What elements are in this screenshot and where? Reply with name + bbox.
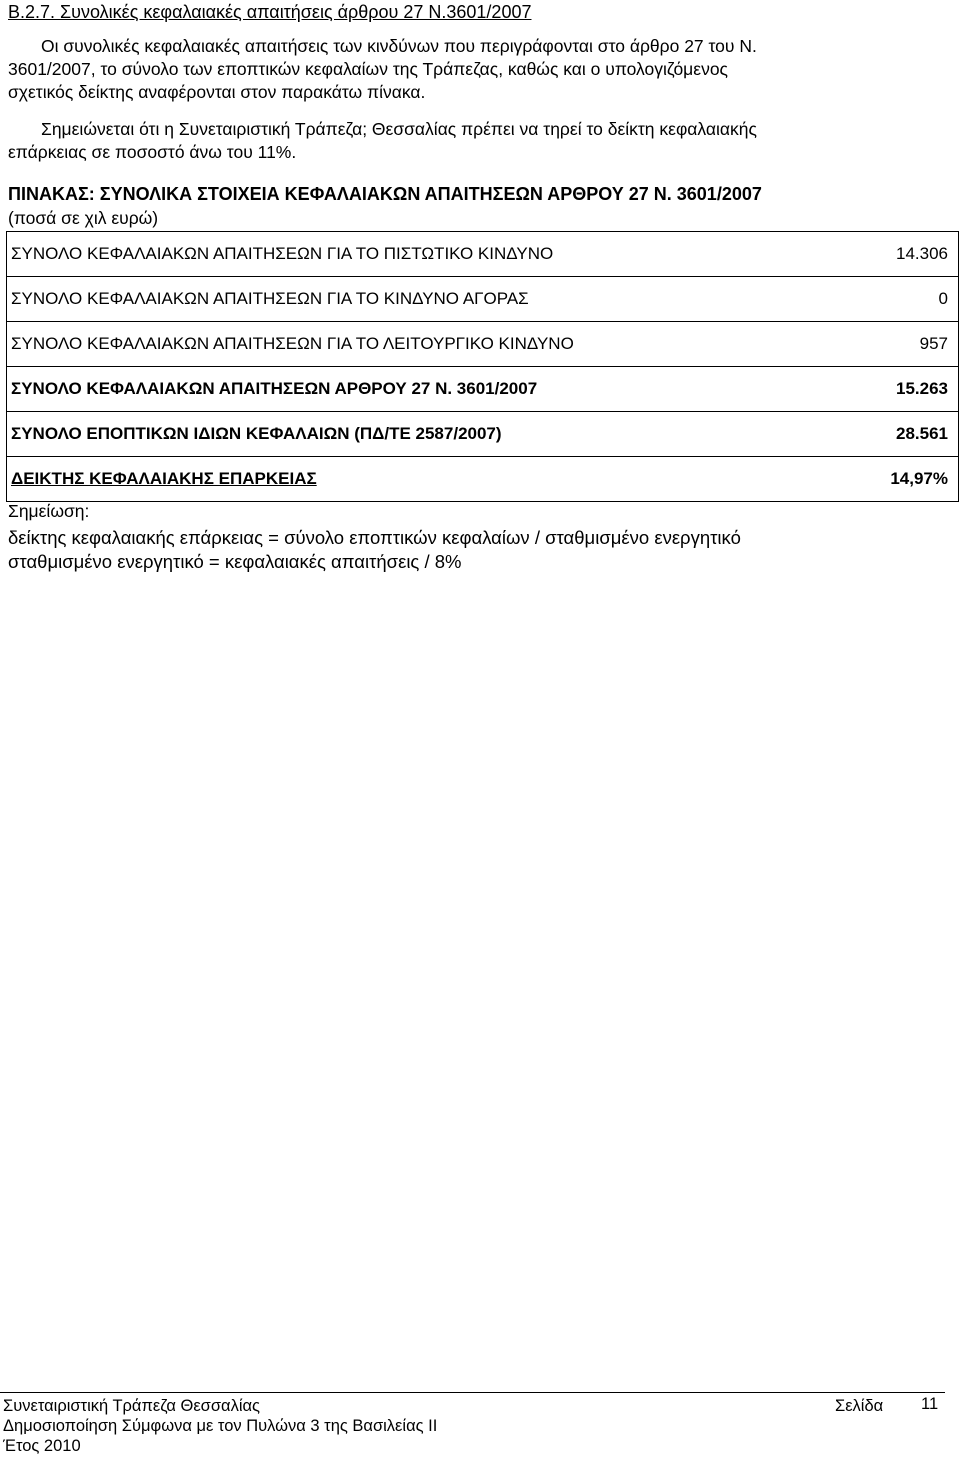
- row-label: [7, 457, 856, 502]
- table-row: [7, 277, 959, 322]
- note-paragraph-line-2: επάρκειας σε ποσοστό άνω του 11%.: [8, 142, 297, 162]
- row-value: 14.306: [855, 232, 959, 277]
- row-value: 28.561: [855, 412, 959, 457]
- footer-org: Συνεταιριστική Τράπεζα Θεσσαλίας: [3, 1397, 260, 1415]
- row-label: ΣΥΝΟΛΟ ΕΠΟΠΤΙΚΩΝ ΙΔΙΩΝ ΚΕΦΑΛΑΙΩΝ (ΠΔ/ΤΕ 2587/2007): [7, 412, 856, 457]
- capital-requirements-table: [6, 231, 959, 502]
- row-value: 957: [855, 322, 959, 367]
- row-label: ΣΥΝΟΛΟ ΚΕΦΑΛΑΙΑΚΩΝ ΑΠΑΙΤΗΣΕΩΝ ΓΙΑ ΤΟ ΛΕΙΤΟΥΡΓΙΚΟ ΚΙΝΔΥΝΟ: [7, 322, 856, 367]
- section-heading: Β.2.7. Συνολικές κεφαλαιακές απαιτήσεις άρθρου 27 Ν.3601/2007: [8, 2, 532, 22]
- footer-year: Έτος 2010: [3, 1437, 81, 1455]
- table-subtitle: (ποσά σε χιλ ευρώ): [8, 208, 159, 228]
- intro-line-2: 3601/2007, το σύνολο των εποπτικών κεφαλαίων της Τράπεζας, καθώς και ο υπολογιζόμενος: [8, 59, 728, 79]
- row-label: ΣΥΝΟΛΟ ΚΕΦΑΛΑΙΑΚΩΝ ΑΠΑΙΤΗΣΕΩΝ ΓΙΑ ΤΟ ΠΙΣΤΩΤΙΚΟ ΚΙΝΔΥΝΟ: [7, 232, 856, 277]
- page-number: 11: [921, 1395, 939, 1413]
- note-title: Σημείωση:: [8, 501, 90, 521]
- table-row: [7, 412, 959, 457]
- note-paragraph-line-1: Σημειώνεται ότι η Συνεταιριστική Τράπεζα; Θεσσαλίας πρέπει να τηρεί το δείκτη κεφαλαιακής: [41, 119, 757, 139]
- page-label: Σελίδα: [835, 1397, 884, 1415]
- intro-line-3: σχετικός δείκτης αναφέρονται στον παρακάτω πίνακα.: [8, 82, 426, 102]
- table-title: ΠΙΝΑΚΑΣ: ΣΥΝΟΛΙΚΑ ΣΤΟΙΧΕΙΑ ΚΕΦΑΛΑΙΑΚΩΝ ΑΠΑΙΤΗΣΕΩΝ ΑΡΘΡΟΥ 27 Ν. 3601/2007: [8, 184, 762, 204]
- intro-paragraph: [8, 35, 944, 104]
- row-label: ΣΥΝΟΛΟ ΚΕΦΑΛΑΙΑΚΩΝ ΑΠΑΙΤΗΣΕΩΝ ΓΙΑ ΤΟ ΚΙΝΔΥΝΟ ΑΓΟΡΑΣ: [7, 277, 856, 322]
- capital-adequacy-ratio-label: ΔΕΙΚΤΗΣ ΚΕΦΑΛΑΙΑΚΗΣ ΕΠΑΡΚΕΙΑΣ: [11, 469, 317, 488]
- row-value: 14,97%: [855, 457, 959, 502]
- note-paragraph: [8, 118, 944, 164]
- note-formula-2: σταθμισμένο ενεργητικό = κεφαλαιακές απαιτήσεις / 8%: [8, 551, 462, 572]
- table-row: [7, 232, 959, 277]
- table-row: [7, 457, 959, 502]
- note-formula-1: δείκτης κεφαλαιακής επάρκειας = σύνολο εποπτικών κεφαλαίων / σταθμισμένο ενεργητικό: [8, 527, 741, 548]
- row-value: 0: [855, 277, 959, 322]
- table-row: [7, 367, 959, 412]
- table-row: [7, 322, 959, 367]
- footer-disclosure: Δημοσιοποίηση Σύμφωνα με τον Πυλώνα 3 της Βασιλείας ΙΙ: [3, 1417, 438, 1435]
- footer-divider: [0, 1392, 945, 1393]
- intro-line-1: Οι συνολικές κεφαλαιακές απαιτήσεις των κινδύνων που περιγράφονται στο άρθρο 27 του Ν.: [41, 36, 757, 56]
- row-value: 15.263: [855, 367, 959, 412]
- row-label: ΣΥΝΟΛΟ ΚΕΦΑΛΑΙΑΚΩΝ ΑΠΑΙΤΗΣΕΩΝ ΑΡΘΡΟΥ 27 Ν. 3601/2007: [7, 367, 856, 412]
